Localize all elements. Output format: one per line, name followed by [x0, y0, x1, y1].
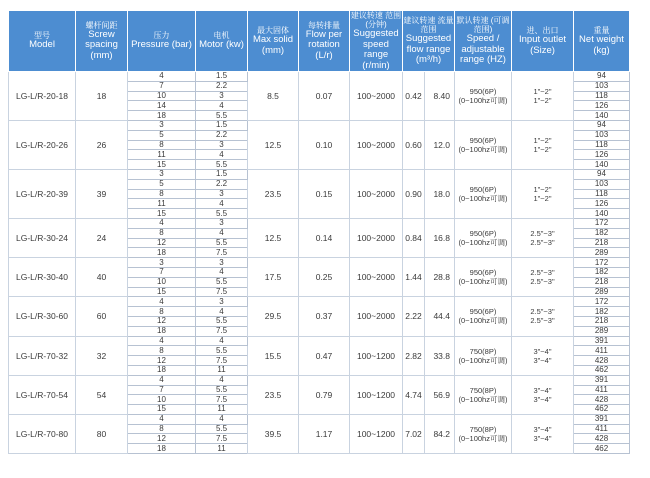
pressure-cell: 11	[128, 150, 196, 160]
pressure-cell: 8	[128, 424, 196, 434]
pressure-cell: 8	[128, 228, 196, 238]
pressure-cell: 15	[128, 287, 196, 297]
model-cell: LG-L/R-20-39	[9, 169, 76, 218]
pressure-cell: 4	[128, 336, 196, 346]
motor-cell: 5.5	[196, 316, 248, 326]
net-weight-cell: 172	[574, 297, 630, 307]
motor-cell: 3	[196, 189, 248, 199]
default-speed-cell-line-2: (0~100hz可调)	[458, 394, 508, 404]
motor-cell: 4	[196, 336, 248, 346]
motor-cell: 3	[196, 258, 248, 268]
header-default-speed	[455, 11, 512, 72]
pressure-cell: 8	[128, 346, 196, 356]
flow-per-rotation-cell: 0.07	[299, 72, 350, 121]
flow-low-cell: 0.42	[403, 72, 425, 121]
net-weight-cell: 289	[574, 326, 630, 336]
speed-range-cell: 100~2000	[350, 297, 403, 336]
default-speed-cell	[455, 414, 512, 453]
model-cell: LG-L/R-20-18	[9, 72, 76, 121]
net-weight-cell: 411	[574, 385, 630, 395]
input-outlet-cell-line-2: 1"~2"	[533, 95, 552, 105]
input-outlet-cell-line-2: 1"~2"	[533, 193, 552, 203]
header-flow-per-rotation-en: Flow per rotation (L/r)	[305, 28, 343, 61]
header-net-weight-en: Net weight (kg)	[579, 34, 624, 56]
pressure-cell: 15	[128, 160, 196, 170]
pressure-cell: 3	[128, 169, 196, 179]
pressure-cell: 3	[128, 120, 196, 130]
input-outlet-cell-line-2: 3"~4"	[533, 433, 552, 443]
default-speed-cell	[455, 297, 512, 336]
pressure-cell: 8	[128, 140, 196, 150]
motor-cell: 3	[196, 218, 248, 228]
input-outlet-cell-line-1: 3"~4"	[533, 424, 552, 434]
default-speed-cell-line-2: (0~100hz可调)	[458, 238, 508, 248]
default-speed-cell-line-2: (0~100hz可调)	[458, 433, 508, 443]
table-row	[9, 218, 630, 228]
pressure-cell: 4	[128, 297, 196, 307]
flow-low-cell: 0.90	[403, 169, 425, 218]
input-outlet-cell-line-1: 1"~2"	[533, 86, 552, 96]
default-speed-cell	[455, 258, 512, 297]
net-weight-cell: 182	[574, 267, 630, 277]
net-weight-cell: 462	[574, 444, 630, 454]
table-row	[9, 297, 630, 307]
motor-cell: 5.5	[196, 238, 248, 248]
net-weight-cell: 103	[574, 130, 630, 140]
table-row	[9, 169, 630, 179]
model-cell: LG-L/R-70-32	[9, 336, 76, 375]
header-default-speed-zh: 默认转速 (可调范围)	[456, 16, 510, 35]
default-speed-cell-line-1: 950(6P)	[469, 135, 497, 145]
net-weight-cell: 289	[574, 287, 630, 297]
screw-spacing-cell: 60	[76, 297, 128, 336]
motor-cell: 11	[196, 444, 248, 454]
flow-low-cell: 2.22	[403, 297, 425, 336]
default-speed-cell-line-2: (0~100hz可调)	[458, 355, 508, 365]
header-net-weight	[574, 11, 630, 72]
input-outlet-cell	[512, 120, 574, 169]
header-flow-per-rotation	[299, 11, 350, 72]
max-solid-cell: 12.5	[248, 120, 299, 169]
input-outlet-cell-line-1: 1"~2"	[533, 135, 552, 145]
input-outlet-cell-line-2: 3"~4"	[533, 355, 552, 365]
net-weight-cell: 172	[574, 258, 630, 268]
max-solid-cell: 39.5	[248, 414, 299, 453]
speed-range-cell: 100~1200	[350, 336, 403, 375]
net-weight-cell: 126	[574, 199, 630, 209]
max-solid-cell: 29.5	[248, 297, 299, 336]
default-speed-cell-line-2: (0~100hz可调)	[458, 95, 508, 105]
pressure-cell: 12	[128, 434, 196, 444]
flow-high-cell: 16.8	[425, 218, 455, 257]
flow-low-cell: 4.74	[403, 375, 425, 414]
max-solid-cell: 23.5	[248, 169, 299, 218]
max-solid-cell: 12.5	[248, 218, 299, 257]
motor-cell: 5.5	[196, 209, 248, 219]
flow-high-cell: 56.9	[425, 375, 455, 414]
net-weight-cell: 391	[574, 336, 630, 346]
model-cell: LG-L/R-30-40	[9, 258, 76, 297]
default-speed-cell-line-2: (0~100hz可调)	[458, 316, 508, 326]
screw-spacing-cell: 54	[76, 375, 128, 414]
header-input-outlet	[512, 11, 574, 72]
input-outlet-cell-line-1: 2.5"~3"	[530, 307, 555, 317]
table-row	[9, 414, 630, 424]
default-speed-cell-line-1: 950(6P)	[469, 268, 497, 278]
header-screw-spacing-en: Screw spacing (mm)	[85, 28, 118, 61]
header-model	[9, 11, 76, 72]
motor-cell: 7.5	[196, 434, 248, 444]
input-outlet-cell-line-2: 2.5"~3"	[530, 238, 555, 248]
motor-cell: 7.5	[196, 395, 248, 405]
pump-spec-table	[8, 10, 630, 454]
input-outlet-cell	[512, 258, 574, 297]
pressure-cell: 5	[128, 130, 196, 140]
speed-range-cell: 100~2000	[350, 120, 403, 169]
header-default-speed-en: Speed / adjustable range (HZ)	[460, 33, 506, 66]
pressure-cell: 18	[128, 365, 196, 375]
default-speed-cell-line-1: 950(6P)	[469, 86, 497, 96]
header-flow-range	[403, 11, 455, 72]
input-outlet-cell-line-2: 2.5"~3"	[530, 277, 555, 287]
motor-cell: 1.5	[196, 72, 248, 82]
input-outlet-cell	[512, 336, 574, 375]
motor-cell: 3	[196, 91, 248, 101]
net-weight-cell: 118	[574, 91, 630, 101]
motor-cell: 5.5	[196, 385, 248, 395]
speed-range-cell: 100~2000	[350, 169, 403, 218]
pressure-cell: 7	[128, 385, 196, 395]
motor-cell: 5.5	[196, 346, 248, 356]
motor-cell: 5.5	[196, 277, 248, 287]
net-weight-cell: 289	[574, 248, 630, 258]
net-weight-cell: 140	[574, 160, 630, 170]
motor-cell: 7.5	[196, 326, 248, 336]
header-screw-spacing-zh: 螺杆间距	[85, 20, 118, 30]
pressure-cell: 18	[128, 248, 196, 258]
flow-per-rotation-cell: 0.47	[299, 336, 350, 375]
net-weight-cell: 103	[574, 179, 630, 189]
max-solid-cell: 8.5	[248, 72, 299, 121]
net-weight-cell: 94	[574, 72, 630, 82]
default-speed-cell	[455, 120, 512, 169]
motor-cell: 7.5	[196, 248, 248, 258]
header-input-outlet-zh: 进、出口	[526, 26, 559, 35]
speed-range-cell: 100~1200	[350, 414, 403, 453]
model-cell: LG-L/R-30-60	[9, 297, 76, 336]
header-pressure-en: Pressure (bar)	[131, 39, 192, 51]
motor-cell: 4	[196, 414, 248, 424]
input-outlet-cell-line-1: 1"~2"	[533, 184, 552, 194]
net-weight-cell: 140	[574, 111, 630, 121]
net-weight-cell: 94	[574, 120, 630, 130]
header-model-zh: 型号	[34, 31, 50, 41]
net-weight-cell: 462	[574, 365, 630, 375]
pressure-cell: 7	[128, 267, 196, 277]
header-max-solid-zh: 最大固体	[257, 26, 289, 35]
header-speed-range	[350, 11, 403, 72]
net-weight-cell: 103	[574, 81, 630, 91]
header-model-en: Model	[29, 39, 55, 51]
input-outlet-cell-line-1: 2.5"~3"	[530, 229, 555, 239]
flow-per-rotation-cell: 0.79	[299, 375, 350, 414]
pressure-cell: 10	[128, 395, 196, 405]
header-net-weight-zh: 重量	[593, 26, 610, 35]
speed-range-cell: 100~2000	[350, 72, 403, 121]
screw-spacing-cell: 40	[76, 258, 128, 297]
table-header	[9, 11, 630, 72]
motor-cell: 5.5	[196, 111, 248, 121]
speed-range-cell: 100~2000	[350, 258, 403, 297]
pressure-cell: 5	[128, 179, 196, 189]
motor-cell: 4	[196, 150, 248, 160]
net-weight-cell: 428	[574, 356, 630, 366]
default-speed-cell	[455, 72, 512, 121]
speed-range-cell: 100~2000	[350, 218, 403, 257]
table-row	[9, 72, 630, 82]
table-row	[9, 375, 630, 385]
net-weight-cell: 218	[574, 238, 630, 248]
default-speed-cell-line-1: 950(6P)	[469, 307, 497, 317]
motor-cell: 1.5	[196, 169, 248, 179]
pressure-cell: 8	[128, 189, 196, 199]
header-flow-per-rotation-zh: 每转排量	[308, 20, 340, 30]
net-weight-cell: 218	[574, 277, 630, 287]
screw-spacing-cell: 80	[76, 414, 128, 453]
flow-per-rotation-cell: 0.25	[299, 258, 350, 297]
motor-cell: 4	[196, 199, 248, 209]
input-outlet-cell	[512, 72, 574, 121]
pressure-cell: 15	[128, 405, 196, 415]
net-weight-cell: 428	[574, 395, 630, 405]
screw-spacing-cell: 32	[76, 336, 128, 375]
flow-per-rotation-cell: 0.15	[299, 169, 350, 218]
flow-per-rotation-cell: 0.14	[299, 218, 350, 257]
input-outlet-cell-line-1: 3"~4"	[533, 385, 552, 395]
header-speed-range-en: Suggested speed range (r/min)	[353, 28, 399, 71]
motor-cell: 2.2	[196, 130, 248, 140]
header-max-solid	[248, 11, 299, 72]
flow-low-cell: 0.84	[403, 218, 425, 257]
pressure-cell: 11	[128, 199, 196, 209]
table-body	[9, 72, 630, 454]
header-speed-range-zh: 建议转速 范围(分钟)	[350, 11, 402, 29]
motor-cell: 1.5	[196, 120, 248, 130]
pressure-cell: 12	[128, 356, 196, 366]
pressure-cell: 18	[128, 111, 196, 121]
motor-cell: 5.5	[196, 160, 248, 170]
pressure-cell: 10	[128, 277, 196, 287]
model-cell: LG-L/R-70-54	[9, 375, 76, 414]
screw-spacing-cell: 39	[76, 169, 128, 218]
header-max-solid-en: Max solid (mm)	[252, 34, 294, 56]
default-speed-cell-line-2: (0~100hz可调)	[458, 277, 508, 287]
model-cell: LG-L/R-20-26	[9, 120, 76, 169]
flow-per-rotation-cell: 0.10	[299, 120, 350, 169]
pressure-cell: 14	[128, 101, 196, 111]
net-weight-cell: 411	[574, 424, 630, 434]
input-outlet-cell-line-2: 2.5"~3"	[530, 316, 555, 326]
default-speed-cell-line-1: 750(8P)	[469, 424, 497, 434]
header-row	[9, 11, 630, 72]
pressure-cell: 4	[128, 218, 196, 228]
input-outlet-cell	[512, 297, 574, 336]
pressure-cell: 8	[128, 307, 196, 317]
header-input-outlet-en: Input outlet (Size)	[518, 34, 566, 56]
header-pressure-zh: 压力	[153, 31, 170, 41]
pressure-cell: 18	[128, 326, 196, 336]
table-row	[9, 258, 630, 268]
net-weight-cell: 428	[574, 434, 630, 444]
speed-range-cell: 100~1200	[350, 375, 403, 414]
net-weight-cell: 126	[574, 101, 630, 111]
net-weight-cell: 218	[574, 316, 630, 326]
model-cell: LG-L/R-30-24	[9, 218, 76, 257]
motor-cell: 4	[196, 375, 248, 385]
table-row	[9, 120, 630, 130]
net-weight-cell: 94	[574, 169, 630, 179]
motor-cell: 7.5	[196, 356, 248, 366]
flow-low-cell: 0.60	[403, 120, 425, 169]
table-row	[9, 336, 630, 346]
pressure-cell: 3	[128, 258, 196, 268]
motor-cell: 11	[196, 405, 248, 415]
header-pressure	[128, 11, 196, 72]
input-outlet-cell-line-2: 3"~4"	[533, 394, 552, 404]
input-outlet-cell	[512, 414, 574, 453]
default-speed-cell	[455, 169, 512, 218]
default-speed-cell-line-1: 750(8P)	[469, 385, 497, 395]
input-outlet-cell	[512, 169, 574, 218]
screw-spacing-cell: 26	[76, 120, 128, 169]
net-weight-cell: 462	[574, 405, 630, 415]
net-weight-cell: 118	[574, 189, 630, 199]
motor-cell: 4	[196, 101, 248, 111]
default-speed-cell-line-1: 750(8P)	[469, 346, 497, 356]
flow-high-cell: 44.4	[425, 297, 455, 336]
max-solid-cell: 15.5	[248, 336, 299, 375]
header-screw-spacing	[76, 11, 128, 72]
flow-high-cell: 28.8	[425, 258, 455, 297]
max-solid-cell: 17.5	[248, 258, 299, 297]
header-flow-range-zh: 建议转速 流量范围	[403, 16, 454, 35]
pressure-cell: 10	[128, 91, 196, 101]
header-flow-range-en: Suggested flow range (m³/h)	[405, 33, 452, 66]
flow-high-cell: 8.40	[425, 72, 455, 121]
motor-cell: 3	[196, 140, 248, 150]
motor-cell: 2.2	[196, 179, 248, 189]
pressure-cell: 15	[128, 209, 196, 219]
max-solid-cell: 23.5	[248, 375, 299, 414]
default-speed-cell-line-1: 950(6P)	[469, 229, 497, 239]
net-weight-cell: 182	[574, 307, 630, 317]
header-motor-en: Motor (kw)	[199, 39, 244, 51]
input-outlet-cell-line-1: 2.5"~3"	[530, 268, 555, 278]
header-motor-zh: 电机	[213, 31, 230, 41]
net-weight-cell: 118	[574, 140, 630, 150]
input-outlet-cell-line-2: 1"~2"	[533, 144, 552, 154]
flow-low-cell: 7.02	[403, 414, 425, 453]
flow-high-cell: 84.2	[425, 414, 455, 453]
screw-spacing-cell: 24	[76, 218, 128, 257]
motor-cell: 11	[196, 365, 248, 375]
flow-per-rotation-cell: 0.37	[299, 297, 350, 336]
flow-low-cell: 1.44	[403, 258, 425, 297]
net-weight-cell: 172	[574, 218, 630, 228]
net-weight-cell: 126	[574, 150, 630, 160]
pressure-cell: 12	[128, 316, 196, 326]
input-outlet-cell	[512, 218, 574, 257]
motor-cell: 7.5	[196, 287, 248, 297]
net-weight-cell: 391	[574, 375, 630, 385]
model-cell: LG-L/R-70-80	[9, 414, 76, 453]
flow-low-cell: 2.82	[403, 336, 425, 375]
flow-high-cell: 18.0	[425, 169, 455, 218]
motor-cell: 4	[196, 307, 248, 317]
flow-high-cell: 33.8	[425, 336, 455, 375]
input-outlet-cell-line-1: 3"~4"	[533, 346, 552, 356]
net-weight-cell: 182	[574, 228, 630, 238]
flow-high-cell: 12.0	[425, 120, 455, 169]
motor-cell: 5.5	[196, 424, 248, 434]
pressure-cell: 4	[128, 72, 196, 82]
input-outlet-cell	[512, 375, 574, 414]
pressure-cell: 7	[128, 81, 196, 91]
net-weight-cell: 411	[574, 346, 630, 356]
motor-cell: 4	[196, 267, 248, 277]
default-speed-cell-line-1: 950(6P)	[469, 184, 497, 194]
default-speed-cell-line-2: (0~100hz可调)	[458, 193, 508, 203]
default-speed-cell	[455, 218, 512, 257]
motor-cell: 2.2	[196, 81, 248, 91]
screw-spacing-cell: 18	[76, 72, 128, 121]
default-speed-cell-line-2: (0~100hz可调)	[458, 144, 508, 154]
motor-cell: 3	[196, 297, 248, 307]
pressure-cell: 4	[128, 375, 196, 385]
flow-per-rotation-cell: 1.17	[299, 414, 350, 453]
pressure-cell: 4	[128, 414, 196, 424]
header-motor	[196, 11, 248, 72]
motor-cell: 4	[196, 228, 248, 238]
default-speed-cell	[455, 375, 512, 414]
net-weight-cell: 140	[574, 209, 630, 219]
pressure-cell: 18	[128, 444, 196, 454]
default-speed-cell	[455, 336, 512, 375]
net-weight-cell: 391	[574, 414, 630, 424]
pressure-cell: 12	[128, 238, 196, 248]
